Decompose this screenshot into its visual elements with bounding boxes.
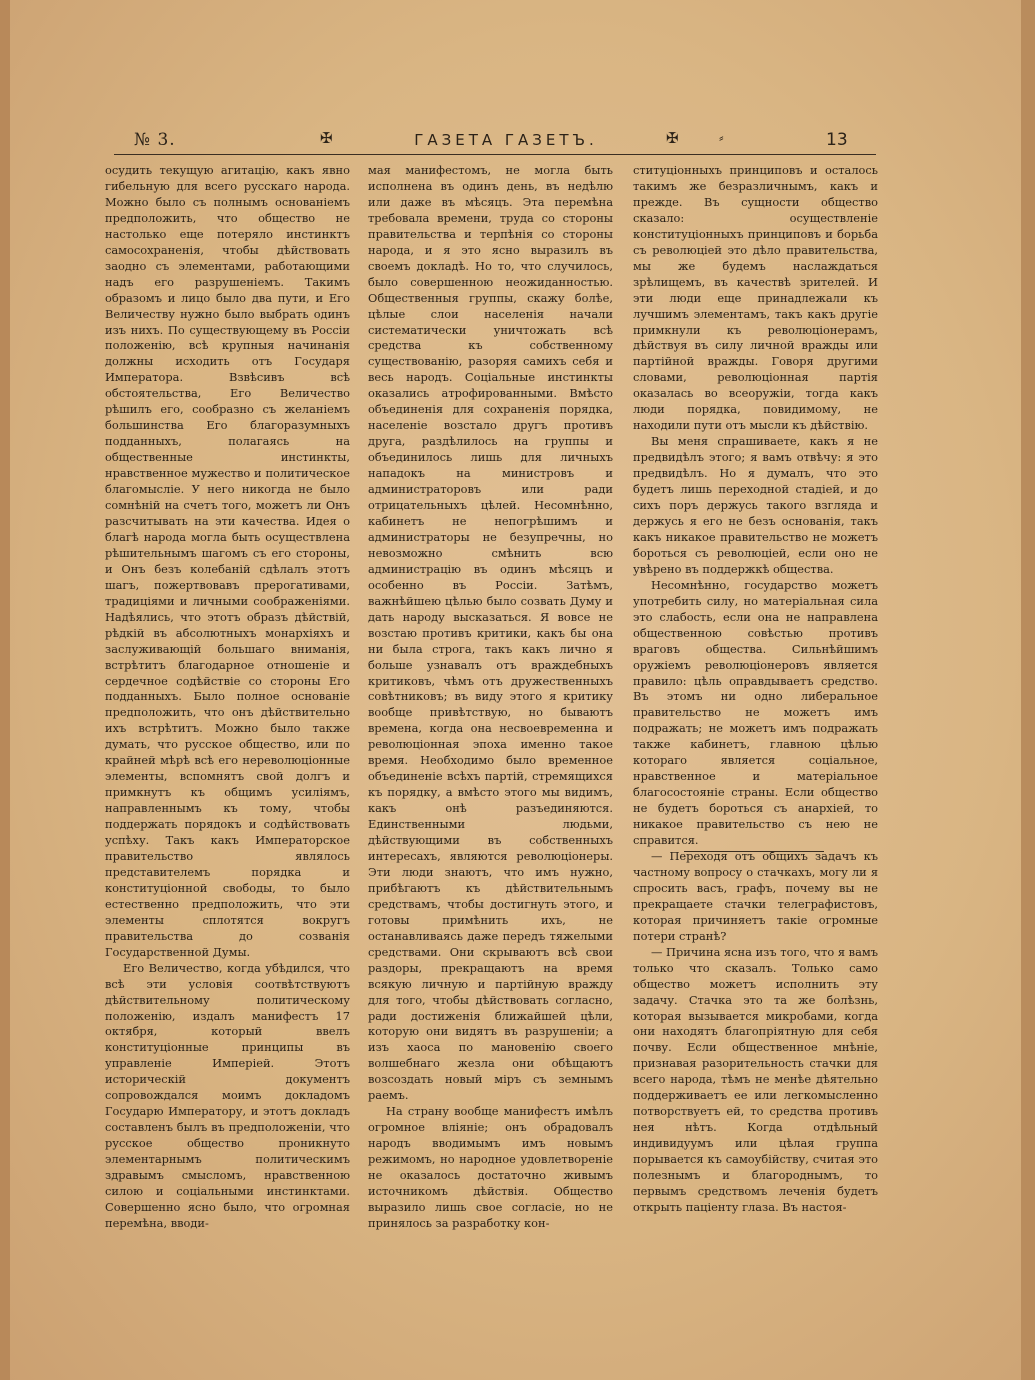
ornament-left-icon: ✠ [320, 129, 333, 147]
page-left-edge [0, 0, 10, 1380]
paragraph: — Переходя отъ общихъ задачъ къ частному вопросу о стачкахъ, могу ли я спросить васъ, графъ, почему вы не прекращаете стачки телеграфистовъ, которая причиняетъ такіе огромные потери странѣ? [633, 848, 878, 943]
paragraph: На страну вообще манифестъ имѣлъ огромное вліяніе; онъ обрадовалъ народъ вводимымъ имъ новымъ режимомъ, но народное удовлетвореніе не оказалось достаточно живымъ источникомъ дѣйствія. Общество выразило лишь свое согласіе, но не принялось за разработку кон- [368, 1104, 613, 1230]
paragraph: мая манифестомъ, не могла быть исполнена въ одинъ день, въ недѣлю или даже въ мѣсяцъ. Эта перемѣна требовала времени, труда со стороны правительства и терпѣнія со стороны народа, и я это ясно выразилъ въ своемъ докладѣ. Но то, что случилось, было совершенною неожиданностью. Общественныя группы, скажу болѣе, цѣлые слои населенія начали систематически уничтожать всѣ средства къ собственному существованію, разоряя самихъ себя и весь народъ. Соціальные инстинкты оказались атрофированными. Вмѣсто объединенія для сохраненія порядка, населеніе возстало другъ противъ друга, раздѣлилось на группы и объединилось лишь для личныхъ нападокъ на министровъ и администраторовъ или ради отрицательныхъ цѣлей. Несомнѣнно, кабинетъ не непогрѣшимъ и администраторы не безупречны, но невозможно смѣнить всю администрацію въ одинъ мѣсяцъ и особенно въ Россіи. Затѣмъ, важнѣйшею цѣлью было созвать Думу и дать народу высказаться. Я вовсе не возстаю противъ критики, какъ бы она ни была строга, такъ какъ лично я больше узнавалъ отъ враждебныхъ критиковъ, чѣмъ отъ дружественныхъ совѣтниковъ; въ виду этого я критику вообще привѣтствую, но бываютъ времена, когда она несвоевременна и революціонная эпоха именно такое время. Необходимо было временное объединеніе всѣхъ партій, стремящихся къ порядку, а вмѣсто этого мы видимъ, какъ онѣ разъединяются. Единственными людьми, дѣйствующими въ собственныхъ интересахъ, являются революціонеры. Эти люди знаютъ, что имъ нужно, прибѣгаютъ къ дѣйствительнымъ средствамъ, чтобы достигнуть этого, и готовы примѣнить ихъ, не останавливаясь даже передъ тяжелыми средствами. Они скрываютъ всѣ свои раздоры, прекращаютъ на время всякую личную и партійную вражду для того, чтобы дѣйствовать согласно, ради достиженія ближайшей цѣли, которую они видятъ въ разрушеніи; а изъ хаоса по мановенію своего волшебнаго жезла они обѣщаютъ возсоздать новый міръ съ земнымъ раемъ. [368, 163, 613, 1103]
page-number: 13 [826, 130, 848, 150]
masthead-title: ГАЗЕТА ГАЗЕТЪ. [414, 131, 598, 149]
text-column-3 [633, 163, 878, 1213]
paragraph: — Причина ясна изъ того, что я вамъ только что сказалъ. Только само общество можетъ исполнить эту задачу. Стачка это та же болѣзнь, которая вызывается микробами, когда они находятъ благопріятную для себя почву. Если общественное мнѣніе, признавая разорительность стачки для всего народа, тѣмъ не менѣе дѣятельно поддерживаетъ ее или легкомысленно потворствуетъ ей, то средства противъ нея нѣтъ. Когда отдѣльный индивидуумъ или цѣлая группа порывается къ самоубійству, считая это полезнымъ и благороднымъ, то первымъ средствомъ леченія будетъ открыть паціенту глаза. Въ настоя- [633, 944, 878, 1214]
issue-number: № 3. [134, 130, 176, 150]
paragraph: Вы меня спрашиваете, какъ я не предвидѣлъ этого; я вамъ отвѣчу: я это предвидѣлъ. Но я думалъ, что это будетъ лишь переходной стадіей, и до сихъ поръ держусь такого взгляда и держусь я его не безъ основанія, такъ какъ никакое правительство не можетъ бороться съ революціей, если оно не увѣрено въ поддержкѣ общества. [633, 434, 878, 576]
paragraph: Его Величество, когда убѣдился, что всѣ эти условія соотвѣтствуютъ дѣйствительному политическому положенію, издалъ манифестъ 17 октября, который ввелъ конституціонные принципы въ управленіе Имперіей. Этотъ историческій документъ сопровождался моимъ докладомъ Государю Императору, и этотъ докладъ составленъ былъ въ предположеніи, что русское общество проникнуто элементарнымъ политическимъ здравымъ смысломъ, нравственною силою и соціальными инстинктами. Совершенно ясно было, что огромная перемѣна, вводи- [105, 960, 350, 1230]
text-column-2 [368, 163, 613, 1230]
paragraph: осудить текущую агитацію, какъ явно гибельную для всего русскаго народа. Можно было съ полнымъ основаніемъ предположить, что общество не настолько еще потеряло инстинктъ самосохраненія, чтобы дѣйствовать заодно съ элементами, работающими надъ его разрушеніемъ. Такимъ образомъ и лицо было два пути, и Его Величеству нужно было выбрать одинъ изъ нихъ. По существующему въ Россіи положенію, всѣ крупныя начинанія должны исходить отъ Государя Императора. Взвѣсивъ всѣ обстоятельства, Его Величество рѣшилъ его, сообразно съ желаніемъ большинства Его благоразумныхъ подданныхъ, полагаясь на общественные инстинкты, нравственное мужество и политическое благомысліе. У него никогда не было сомнѣній на счетъ того, можетъ ли Онъ разсчитывать на эти качества. Идея о благѣ народа могла быть осуществлена рѣшительнымъ шагомъ съ его стороны, и Онъ безъ колебаній сдѣлалъ этотъ шагъ, пожертвовавъ прерогативами, традиціями и личными соображеніями. Надѣялись, что этотъ образъ дѣйствій, рѣдкій въ абсолютныхъ монархіяхъ и заслуживающій большаго вниманія, встрѣтитъ благодарное отношеніе и сердечное содѣйствіе со стороны Его подданныхъ. Было полное основаніе предположить, что онъ дѣйствительно ихъ встрѣтитъ. Можно было также думать, что русское общество, или по крайней мѣрѣ всѣ его нереволюціонные элементы, вспомнятъ свой долгъ и примкнутъ къ общимъ усиліямъ, направленнымъ къ тому, чтобы поддержать порядокъ и содѣйствовать успѣху. Такъ какъ Императорское правительство являлось представителемъ порядка и конституціонной свободы, то было естественно предположить, что эти элементы сплотятся вокругъ правительства до созванія Государственной Думы. [105, 163, 350, 959]
ornament-right-icon: ✠ [666, 129, 679, 147]
column-separator-rule [684, 851, 824, 852]
paragraph: ституціонныхъ принциповъ и осталось такимъ же безразличнымъ, какъ и прежде. Въ сущности общество сказало: осуществленіе конституціонныхъ принциповъ и борьба съ революціей это дѣло правительства, мы же будемъ наслаждаться зрѣлищемъ, въ качествѣ зрителей. И эти люди еще принадлежали къ лучшимъ элементамъ, такъ какъ другіе примкнули къ революціонерамъ, дѣйствуя въ силу личной вражды или партійной вражды. Говоря другими словами, революціонная партія оказалась во всеоружіи, тогда какъ люди порядка, повидимому, не находили пути отъ мысли къ дѣйствію. [633, 163, 878, 433]
page-header [114, 128, 876, 155]
text-column-1 [105, 163, 350, 1230]
page-right-edge [1021, 0, 1035, 1380]
paragraph: Несомнѣнно, государство можетъ употребить силу, но матеріальная сила это слабость, если она не направлена общественною совѣстью противъ враговъ общества. Сильнѣйшимъ оружіемъ революціонеровъ является правило: цѣль оправдываетъ средство. Въ этомъ ни одно либеральное правительство не можетъ имъ подражать; не можетъ имъ подражать также кабинетъ, главною цѣлью котораго является соціальное, нравственное и матеріальное благосостояніе страны. Если общество не будетъ бороться съ анархіей, то никакое правительство съ нею не справится. [633, 577, 878, 848]
header-mark: ⸗ [719, 130, 724, 146]
